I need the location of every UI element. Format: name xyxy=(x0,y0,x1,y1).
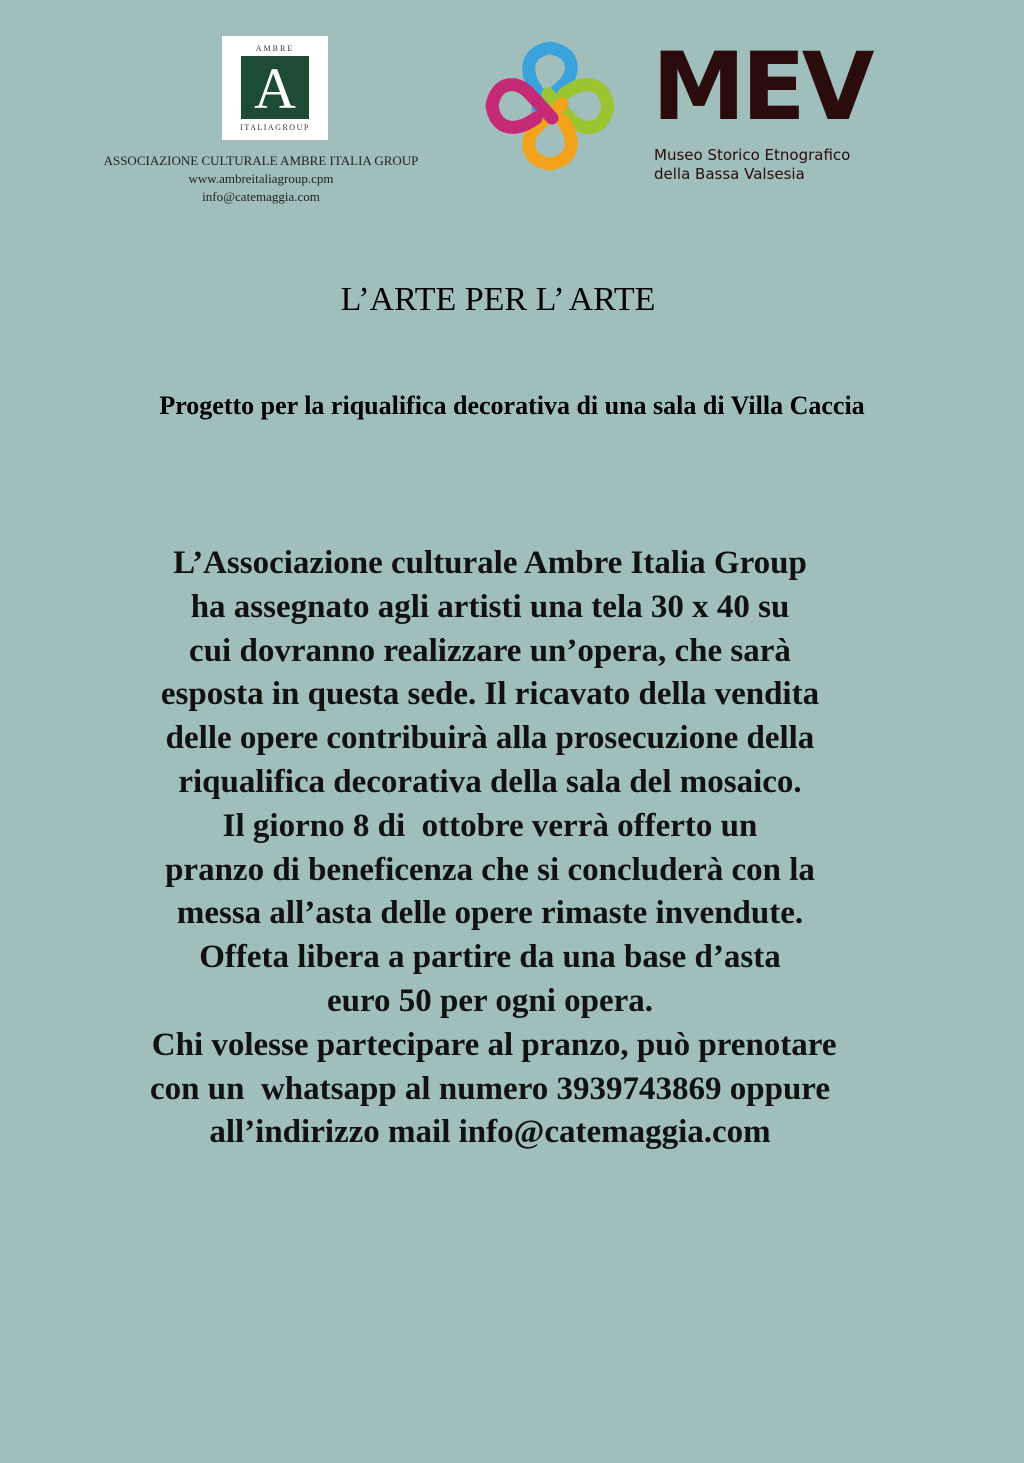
announcement-text xyxy=(60,542,920,1155)
announcement-line: L’Associazione culturale Ambre Italia Group xyxy=(173,545,807,581)
announcement-line: euro 50 per ogni opera. xyxy=(326,982,654,1019)
announcement-line: Il giorno 8 di ottobre verrà offerto un xyxy=(222,807,758,844)
announcement-line: con un whatsapp al numero 3939743869 oppure xyxy=(150,1070,830,1107)
announcement-line: Offeta libera a partire da una base d’asta xyxy=(199,939,781,976)
announcement-line: esposta in questa sede. Il ricavato della vendita xyxy=(160,676,820,713)
announcement-line: delle opere contribuirà alla prosecuzione della xyxy=(165,720,815,757)
announcement-line: Chi volesse partecipare al pranzo, può prenotare xyxy=(143,1026,837,1063)
mev-caption-line-1: Museo Storico Etnografico xyxy=(654,146,851,164)
ambre-logo xyxy=(222,36,328,140)
announcement-line: pranzo di beneficenza che si concluderà con la xyxy=(165,851,815,888)
mev-wordmark: MEV xyxy=(652,33,871,142)
announcement-line: riqualifica decorativa della sala del mosaico. xyxy=(178,763,802,800)
association-name: ASSOCIAZIONE CULTURALE AMBRE ITALIA GROUP xyxy=(103,153,419,168)
mev-caption-line-2: della Bassa Valsesia xyxy=(654,165,805,183)
page-title: L’ARTE PER L’ ARTE xyxy=(340,281,656,318)
announcement-line: ha assegnato agli artisti una tela 30 x 40 su xyxy=(190,588,790,625)
ambre-contact-block xyxy=(60,152,462,206)
announcement-line: all’indirizzo mail info@catemaggia.com xyxy=(209,1114,771,1151)
announcement-line: cui dovranno realizzare un’opera, che sarà xyxy=(189,632,791,669)
mev-knot-icon xyxy=(472,28,628,184)
association-website: www.ambreitaliagroup.cpm xyxy=(188,171,334,186)
ambre-logo-emblem xyxy=(241,56,309,119)
project-subtitle: Progetto per la riqualifica decorativa di una sala di Villa Caccia xyxy=(159,391,865,420)
ambre-logo-top-word: AMBRE xyxy=(255,44,295,53)
association-email: info@catemaggia.com xyxy=(202,189,320,204)
ambre-logo-bottom-word: ITALIAGROUP xyxy=(240,123,310,132)
mev-caption xyxy=(654,146,850,184)
announcement-line: messa all’asta delle opere rimaste invendute. xyxy=(176,895,804,932)
ambre-logo-letter: A xyxy=(254,56,296,121)
